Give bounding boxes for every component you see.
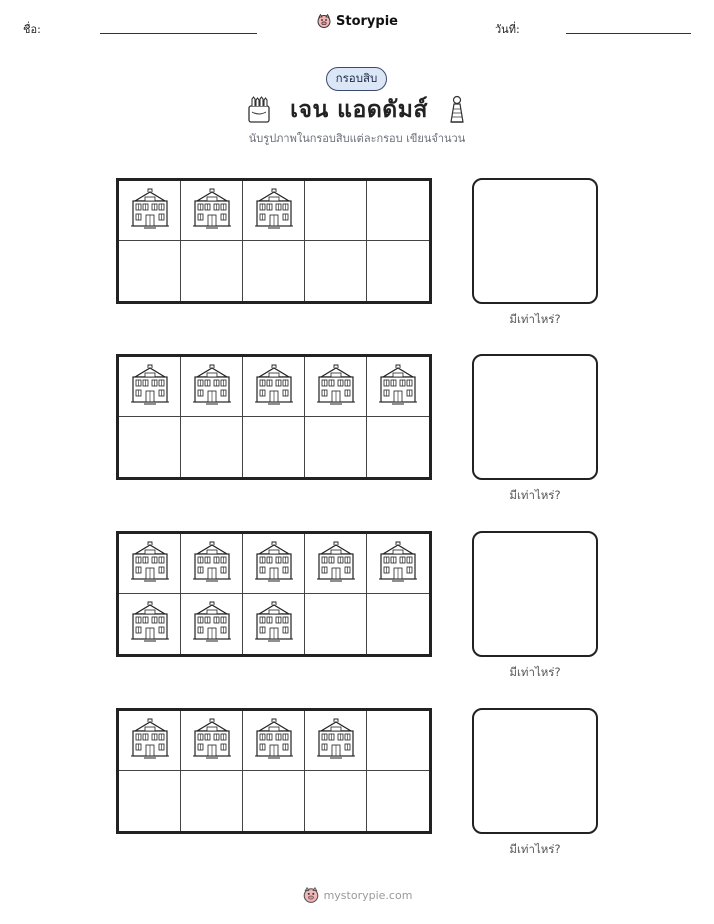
house-icon [253,601,295,647]
ten-frame-cell [243,594,305,654]
how-many-label: มีเท่าไหร่? [509,665,561,679]
house-icon [253,718,295,764]
footer-url: mystorypie.com [323,888,413,902]
ten-frame-cell [305,534,367,594]
house-icon [253,188,295,234]
ten-frame-cell [119,181,181,241]
ten-frame-cell [367,241,429,301]
ten-frame-cell [243,711,305,771]
ten-frame-cell [181,711,243,771]
footer [0,886,714,908]
ten-frame-cell [305,357,367,417]
worksheet-title: เจน แอดดัมส์ [290,97,428,123]
ten-frame-cell [243,534,305,594]
answer-box[interactable] [472,531,598,657]
ten-frame-cell [119,534,181,594]
name-label: ชื่อ: [23,23,41,36]
topic-badge: กรอบสิบ [326,67,387,91]
house-icon [129,188,171,234]
ten-frame-cell [119,594,181,654]
ten-frame-cell [367,594,429,654]
ten-frame [116,531,432,657]
answer-box[interactable] [472,708,598,834]
ten-frame-cell [367,771,429,831]
house-icon [191,188,233,234]
house-icon [191,718,233,764]
house-icon [191,364,233,410]
ten-frame-cell [181,241,243,301]
house-icon [129,601,171,647]
ten-frame-cell [243,181,305,241]
ten-frame-cell [119,417,181,477]
ten-frame [116,354,432,480]
ten-frame-cell [367,417,429,477]
ten-frame-cell [119,711,181,771]
ten-frame-cell [181,357,243,417]
ten-frame-cell [119,241,181,301]
crayon-box-icon [246,96,272,124]
ten-frame-cell [243,357,305,417]
pig-mascot-icon [316,13,332,29]
ten-frame-cell [305,594,367,654]
ten-frame-cell [181,181,243,241]
ten-frame-cell [243,417,305,477]
ten-frame-cell [305,711,367,771]
house-icon [129,364,171,410]
ten-frame-cell [181,417,243,477]
ten-frame [116,178,432,304]
ten-frame-cell [305,181,367,241]
answer-box[interactable] [472,354,598,480]
ten-frame-cell [243,771,305,831]
house-icon [315,718,357,764]
house-icon [191,541,233,587]
ten-frame-cell [181,771,243,831]
ten-frame [116,708,432,834]
house-icon [253,364,295,410]
brand-name: Storypie [336,13,398,29]
house-icon [253,541,295,587]
house-icon [315,541,357,587]
house-icon [315,364,357,410]
ten-frame-cell [119,771,181,831]
house-icon [191,601,233,647]
pig-mascot-icon [302,886,320,904]
how-many-label: มีเท่าไหร่? [509,312,561,326]
ten-frame-cell [119,357,181,417]
date-line[interactable] [566,33,691,34]
ten-frame-cell [243,241,305,301]
house-icon [129,541,171,587]
ten-frame-cell [305,771,367,831]
figure-icon [446,95,468,125]
instructions: นับรูปภาพในกรอบสิบแต่ละกรอบ เขียนจำนวน [248,132,466,145]
name-line[interactable] [100,33,257,34]
house-icon [377,364,419,410]
ten-frame-cell [367,534,429,594]
ten-frame-cell [305,241,367,301]
ten-frame-cell [181,534,243,594]
how-many-label: มีเท่าไหร่? [509,488,561,502]
ten-frame-cell [181,594,243,654]
date-label: วันที่: [495,23,520,36]
ten-frame-cell [367,357,429,417]
ten-frame-cell [367,711,429,771]
answer-box[interactable] [472,178,598,304]
house-icon [129,718,171,764]
how-many-label: มีเท่าไหร่? [509,842,561,856]
ten-frame-cell [367,181,429,241]
brand-logo [0,13,714,33]
house-icon [377,541,419,587]
ten-frame-cell [305,417,367,477]
